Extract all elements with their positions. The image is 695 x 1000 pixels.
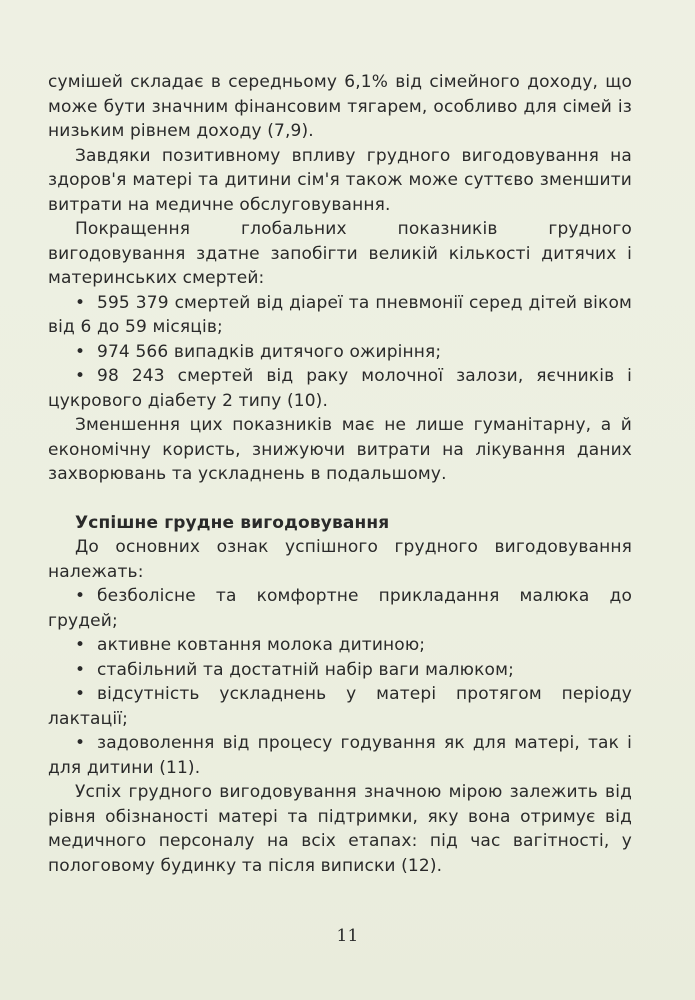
paragraph-success-signs: До основних ознак успішного грудного вигодовування належать: [48, 537, 632, 582]
bullet-icon: • [75, 684, 86, 704]
section-spacer [48, 487, 632, 511]
list-item: • задоволення від процесу годування як для матері, так і для дитини (11). [48, 733, 632, 778]
list-item: • 595 379 смертей від діареї та пневмонії серед дітей віком від 6 до 59 місяців; [48, 292, 632, 337]
list-item: • 98 243 смертей від раку молочної залози, яєчників і цукрового діабету 2 типу (10). [48, 366, 632, 411]
bullet-icon: • [75, 733, 86, 753]
list-item: • відсутність ускладнень у матері протягом періоду лактації; [48, 684, 632, 729]
bullet-icon: • [75, 341, 86, 362]
paragraph-reduction-benefits: Зменшення цих показників має не лише гуманітарну, а й економічну користь, знижуючи витрати на лікування даних захворювань та ускладнень в подальшому. [48, 415, 632, 484]
deaths-bullet-list [48, 291, 632, 414]
page-body [48, 70, 632, 878]
page-number: 11 [336, 926, 359, 946]
paragraph-medical-costs: Завдяки позитивному впливу грудного вигодовування на здоров'я матері та дитини сім'я також може суттєво зменшити витрати на медичне обслуговування. [48, 145, 632, 215]
bullet-icon: • [75, 292, 86, 313]
list-item: • активне ковтання молока дитиною; [48, 633, 632, 658]
bullet-icon: • [75, 366, 86, 386]
bullet-icon: • [75, 586, 86, 606]
list-item: • безболісне та комфортне прикладання малюка до грудей; [48, 586, 632, 631]
bullet-icon: • [75, 659, 86, 680]
paragraph-success-factors: Успіх грудного вигодовування значною мірою залежить від рівня обізнаності матері та підтримки, яку вона отримує від медичного персоналу на всіх етапах: під час вагітності, у пологовому будинку та після виписки (12). [48, 782, 632, 876]
list-item: • стабільний та достатній набір ваги малюком; [48, 658, 632, 683]
bullet-icon: • [75, 635, 86, 655]
list-item: • 974 566 випадків дитячого ожиріння; [48, 340, 632, 365]
success-signs-bullet-list [48, 584, 632, 780]
paragraph-family-income: сумішей складає в середньому 6,1% від сімейного доходу, що може бути значним фінансовим тягарем, особливо для сімей із низьким рівнем доходу (7,9). [48, 72, 632, 141]
paragraph-global-indicators: Покращення глобальних показників грудного вигодовування здатне запобігти великій кількості дитячих і материнських смертей: [48, 219, 632, 288]
section-heading: Успішне грудне вигодовування [75, 512, 390, 533]
